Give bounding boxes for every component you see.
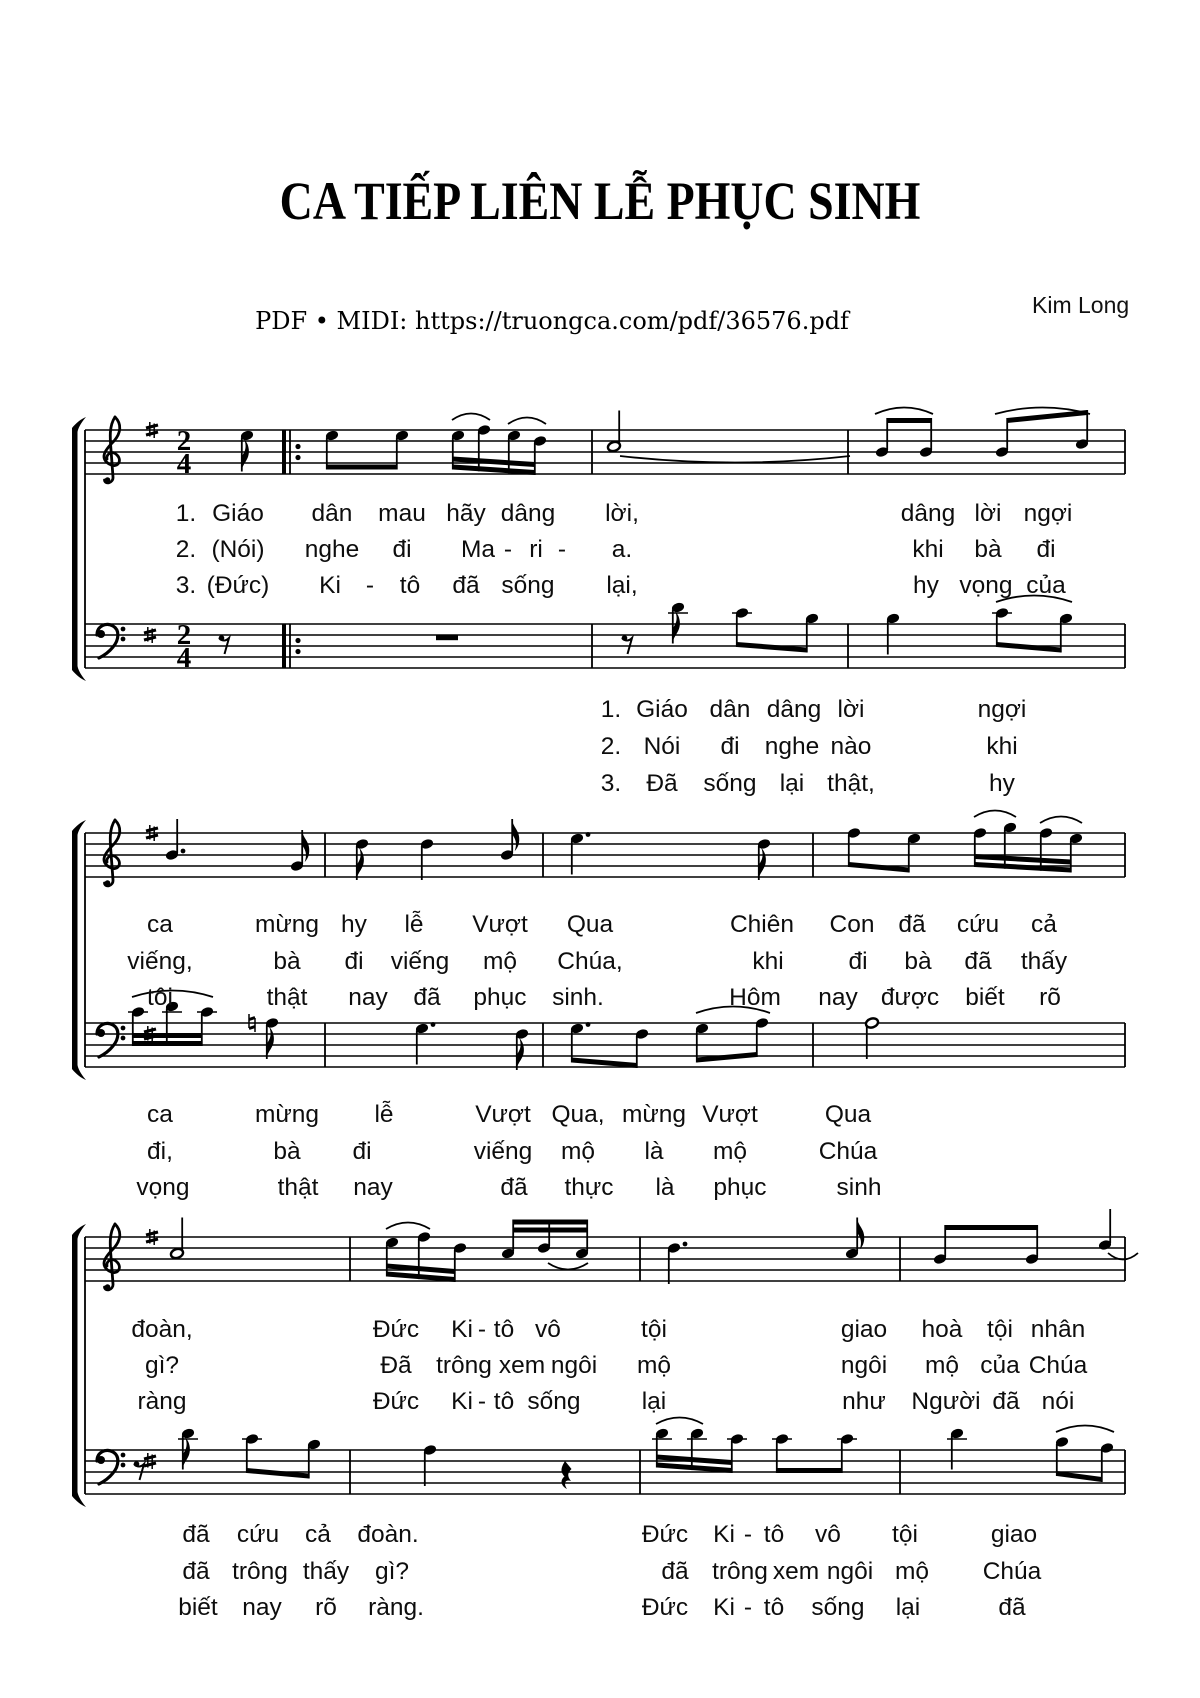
lyric-word: khi (986, 732, 1018, 760)
lyric-word: Giáo (212, 499, 264, 527)
lyric-word: Chúa, (557, 947, 623, 975)
lyric-word: - (503, 535, 513, 563)
lyric-word: thấy (1020, 947, 1068, 975)
lyric-word: tô (763, 1520, 785, 1548)
lyric-word: mộ (482, 947, 518, 975)
lyric-word: lại (779, 769, 805, 797)
lyric-word: Đức (372, 1387, 420, 1415)
lyric-word: Vượt (702, 1100, 758, 1128)
lyric-word: của (1026, 571, 1066, 599)
lyric-word: cả (1031, 910, 1057, 938)
lyric-word: đã (998, 1593, 1026, 1621)
lyric-word: tội (987, 1315, 1013, 1343)
lyric-word: là (655, 1173, 675, 1201)
lyric-word: sống (527, 1387, 581, 1415)
lyric-word: mộ (712, 1137, 748, 1165)
lyric-word: xem (772, 1557, 820, 1585)
lyric-word: giao (840, 1315, 888, 1343)
lyric-word: nghe (304, 535, 360, 563)
lyric-word: bà (904, 947, 932, 975)
time-signature: 2 (176, 619, 192, 651)
lyric-word: trông (436, 1351, 492, 1379)
lyric-word: Qua (566, 910, 614, 938)
lyric-word: Chúa (982, 1557, 1042, 1585)
lyric-word: viếng (473, 1137, 533, 1165)
lyric-word: xem (498, 1351, 546, 1379)
lyric-word: đi (720, 732, 740, 760)
lyric-word: đi (392, 535, 412, 563)
lyric-word: - (365, 571, 375, 599)
lyric-word: ngôi (826, 1557, 874, 1585)
lyric-word: Vượt (472, 910, 528, 938)
lyric-word: đã (182, 1520, 210, 1548)
lyric-word: Chúa (1028, 1351, 1088, 1379)
lyric-word: nhân (1030, 1315, 1086, 1343)
lyric-word: rõ (1039, 983, 1061, 1011)
lyric-word: dân (311, 499, 353, 527)
lyric-word: nào (830, 732, 872, 760)
lyric-word: sống (501, 571, 555, 599)
lyric-word: lời (974, 499, 1002, 527)
lyric-word: khi (912, 535, 944, 563)
lyric-word: sống (703, 769, 757, 797)
lyric-word: mộ (924, 1351, 960, 1379)
lyric-word: đã (898, 910, 926, 938)
lyric-word: Qua (824, 1100, 872, 1128)
lyric-word: nghe (764, 732, 820, 760)
lyric-word: Chúa (818, 1137, 878, 1165)
lyric-word: vô (535, 1315, 561, 1343)
lyric-word: hãy (446, 499, 486, 527)
lyric-word: hoà (921, 1315, 963, 1343)
lyric-word: Người (911, 1387, 981, 1415)
lyric-word: mộ (894, 1557, 930, 1585)
lyric-word: Đã (646, 769, 678, 797)
lyric-word: thực (564, 1173, 614, 1201)
lyric-word: đi (1036, 535, 1056, 563)
lyric-word: đã (500, 1173, 528, 1201)
lyric-word: như (842, 1387, 886, 1415)
lyric-word: phục (713, 1173, 767, 1201)
lyric-word: lễ (404, 910, 424, 938)
lyric-word: mộ (636, 1351, 672, 1379)
lyric-word: đi (848, 947, 868, 975)
lyric-word: dân (709, 695, 751, 723)
lyric-word: ri (529, 535, 543, 563)
verse-number: 2. (600, 732, 622, 760)
time-signature: 4 (176, 448, 192, 480)
lyric-word: lễ (374, 1100, 394, 1128)
lyric-word: bà (273, 1137, 301, 1165)
lyric-word: Ki (319, 571, 341, 599)
lyric-word: mừng (254, 910, 320, 938)
lyric-word: lại, (606, 571, 638, 599)
verse-number: 1. (600, 695, 622, 723)
lyric-word: sinh. (552, 983, 604, 1011)
lyric-word: mừng (621, 1100, 687, 1128)
lyric-word: nay (818, 983, 858, 1011)
lyric-word: Ma (460, 535, 496, 563)
composer-name: Kim Long (1032, 292, 1130, 318)
lyric-word: dâng (900, 499, 956, 527)
lyric-word: sinh (836, 1173, 882, 1201)
lyric-word: nay (242, 1593, 282, 1621)
lyric-word: Hôm (729, 983, 781, 1011)
verse-number: 3. (175, 571, 197, 599)
lyric-word: cả (305, 1520, 331, 1548)
lyric-word: viếng, (127, 947, 193, 975)
lyric-word: mau (378, 499, 426, 527)
pdf-midi-link[interactable]: PDF • MIDI: https://truongca.com/pdf/36576.pdf (255, 307, 849, 335)
lyric-word: vọng (959, 571, 1013, 599)
lyric-word: gì? (374, 1557, 410, 1585)
lyric-word: Ki (451, 1315, 473, 1343)
lyric-word: đã (182, 1557, 210, 1585)
lyric-word: - (743, 1593, 753, 1621)
lyric-word: Nói (643, 732, 681, 760)
lyric-word: nay (353, 1173, 393, 1201)
lyric-word: hy (341, 910, 367, 938)
verse-number: 1. (175, 499, 197, 527)
lyric-word: bà (974, 535, 1002, 563)
lyric-word: được (880, 983, 940, 1011)
lyric-word: trông (232, 1557, 288, 1585)
verse-number: 3. (600, 769, 622, 797)
lyric-word: dâng (500, 499, 556, 527)
lyric-word: (Nói) (211, 535, 265, 563)
lyric-word: lời (837, 695, 865, 723)
lyric-word: đã (992, 1387, 1020, 1415)
lyric-word: của (980, 1351, 1020, 1379)
lyric-word: Đức (641, 1520, 689, 1548)
lyric-word: ngôi (840, 1351, 888, 1379)
lyric-word: hy (989, 769, 1015, 797)
lyric-word: rõ (315, 1593, 337, 1621)
lyric-word: ca (147, 1100, 173, 1128)
lyric-word: đi (344, 947, 364, 975)
lyric-word: ngợi (977, 695, 1027, 723)
lyric-word: đã (413, 983, 441, 1011)
lyric-word: Ki (713, 1593, 735, 1621)
lyric-word: đã (661, 1557, 689, 1585)
lyric-word: - (477, 1387, 487, 1415)
lyric-word: tôi (147, 983, 173, 1011)
lyric-word: ngôi (550, 1351, 598, 1379)
lyric-word: Đã (380, 1351, 412, 1379)
lyric-word: ràng (137, 1387, 187, 1415)
verse-number: 2. (175, 535, 197, 563)
lyric-word: thật (277, 1173, 319, 1201)
lyric-word: trông (712, 1557, 768, 1585)
lyric-word: nay (348, 983, 388, 1011)
lyric-word: lại (641, 1387, 667, 1415)
lyric-word: Ki (451, 1387, 473, 1415)
lyric-word: (Đức) (206, 571, 270, 599)
lyric-word: cứu (236, 1520, 280, 1548)
lyric-word: Con (829, 910, 875, 938)
lyric-word: Giáo (636, 695, 688, 723)
lyric-word: lại (895, 1593, 921, 1621)
lyric-word: vô (815, 1520, 841, 1548)
time-signature: 4 (176, 642, 192, 674)
lyric-word: - (743, 1520, 753, 1548)
lyric-word: gì? (144, 1351, 180, 1379)
lyric-word: tội (892, 1520, 918, 1548)
lyric-word: - (477, 1315, 487, 1343)
page-title: CA TIẾP LIÊN LỄ PHỤC SINH (279, 171, 921, 231)
lyric-word: Đức (372, 1315, 420, 1343)
lyric-word: viếng (390, 947, 450, 975)
time-signature: 2 (176, 425, 192, 457)
lyric-word: vọng (136, 1173, 190, 1201)
lyric-word: đã (964, 947, 992, 975)
lyric-word: hy (913, 571, 939, 599)
lyric-word: tô (493, 1315, 515, 1343)
lyric-word: đi (352, 1137, 372, 1165)
lyric-word: thấy (302, 1557, 350, 1585)
lyric-word: nói (1041, 1387, 1075, 1415)
lyric-word: Ki (713, 1520, 735, 1548)
lyric-word: bà (273, 947, 301, 975)
lyric-word: đi, (147, 1137, 173, 1165)
lyric-word: cứu (956, 910, 1000, 938)
lyric-word: biết (178, 1593, 218, 1621)
lyric-word: Đức (641, 1593, 689, 1621)
lyric-word: mừng (254, 1100, 320, 1128)
lyric-word: biết (965, 983, 1005, 1011)
lyric-word: lời, (605, 499, 639, 527)
lyric-word: thật (266, 983, 308, 1011)
lyric-word: phục (473, 983, 527, 1011)
lyric-word: khi (752, 947, 784, 975)
lyric-word: Qua, (551, 1100, 605, 1128)
lyric-word: Vượt (475, 1100, 531, 1128)
lyric-word: tô (493, 1387, 515, 1415)
lyric-word: ca (147, 910, 173, 938)
lyric-word: tô (763, 1593, 785, 1621)
lyric-word: ngợi (1023, 499, 1073, 527)
lyric-word: Chiên (729, 910, 795, 938)
lyric-word: - (557, 535, 567, 563)
lyric-word: sống (811, 1593, 865, 1621)
lyric-word: dâng (766, 695, 822, 723)
lyric-word: tô (399, 571, 421, 599)
lyric-word: đã (452, 571, 480, 599)
lyric-word: đoàn, (131, 1315, 193, 1343)
lyric-word: ràng. (368, 1593, 424, 1621)
lyric-word: mộ (560, 1137, 596, 1165)
lyric-word: đoàn. (357, 1520, 419, 1548)
lyric-word: là (644, 1137, 664, 1165)
lyric-word: tội (641, 1315, 667, 1343)
lyric-word: giao (990, 1520, 1038, 1548)
lyric-word: thật, (827, 769, 875, 797)
lyric-word: a. (611, 535, 633, 563)
